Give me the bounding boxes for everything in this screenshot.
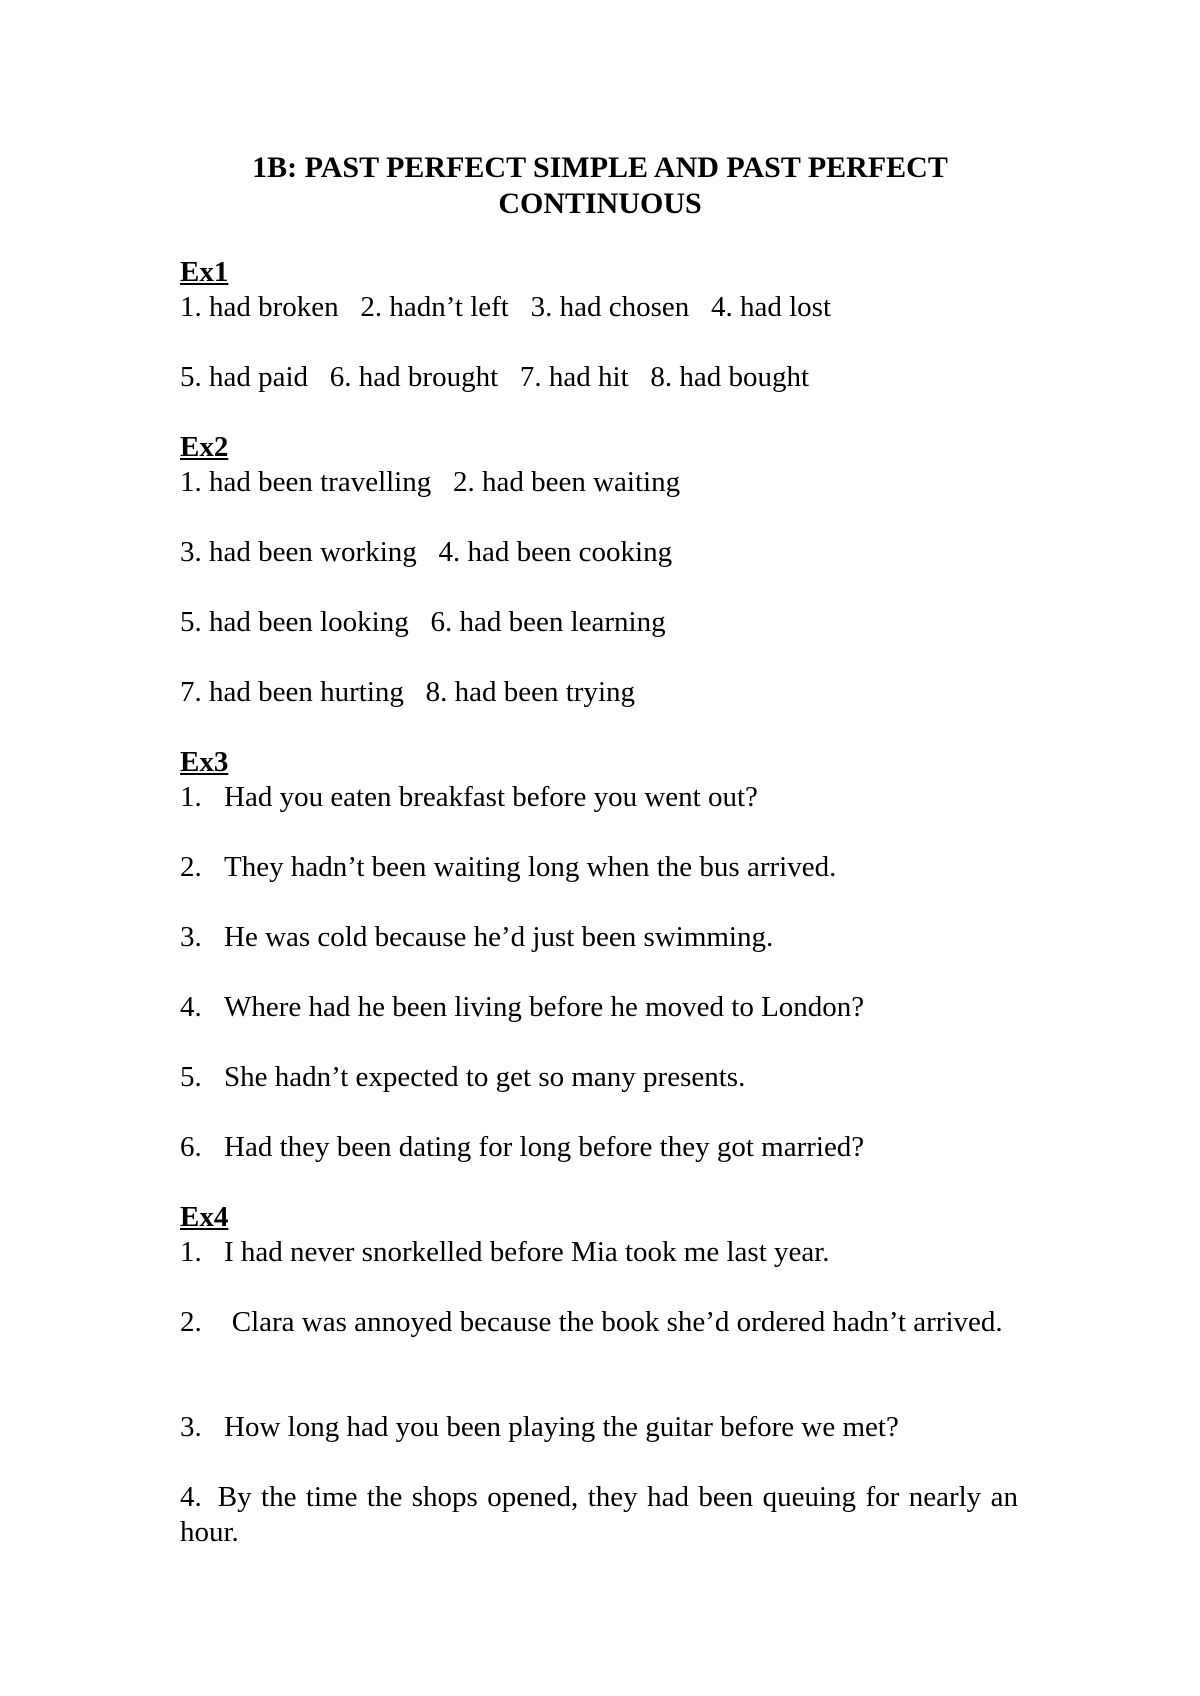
ex2-answers-line-3: 5. had been looking 6. had been learning: [180, 606, 666, 638]
ex2-answers-line-4: 7. had been hurting 8. had been trying: [180, 676, 636, 708]
page-title-line-1: 1B: PAST PERFECT SIMPLE AND PAST PERFECT: [252, 151, 948, 184]
ex1-heading: Ex1: [180, 256, 229, 288]
ex1-answers-line-2: 5. had paid 6. had brought 7. had hit 8. had bought: [180, 361, 810, 393]
ex3-item-sentence: Had they been dating for long before they got married?: [224, 1131, 865, 1163]
ex4-item-sentence: By the time the shops opened, they had been queuing for nearly an hour.: [180, 1481, 1018, 1548]
ex3-item-sentence: Had you eaten breakfast before you went out?: [224, 781, 758, 813]
ex2-heading: Ex2: [180, 431, 229, 463]
ex3-item-number: 2.: [180, 851, 202, 883]
ex1-answers-line-1: 1. had broken 2. hadn’t left 3. had chosen 4. had lost: [180, 291, 832, 323]
ex4-heading: Ex4: [180, 1201, 229, 1233]
ex4-item-paragraph: [180, 1305, 1018, 1340]
ex3-item-sentence: They hadn’t been waiting long when the bus arrived.: [224, 851, 837, 883]
ex2-answers-line-2: 3. had been working 4. had been cooking: [180, 536, 673, 568]
ex4-item-number: 1.: [180, 1236, 202, 1268]
ex4-item-number: 4.: [180, 1481, 202, 1513]
ex3-item-number: 3.: [180, 921, 202, 953]
ex3-item-sentence: Where had he been living before he moved to London?: [224, 991, 865, 1023]
ex4-item-number: 2.: [180, 1306, 202, 1338]
ex4-item-number: 3.: [180, 1411, 202, 1443]
ex3-item-number: 1.: [180, 781, 202, 813]
ex3-heading: Ex3: [180, 746, 229, 778]
ex4-item-sentence: Clara was annoyed because the book she’d ordered hadn’t arrived.: [231, 1306, 1003, 1338]
ex3-item-number: 4.: [180, 991, 202, 1023]
ex4-item-paragraph: [180, 1480, 1018, 1550]
ex3-item-sentence: He was cold because he’d just been swimming.: [224, 921, 774, 953]
page-title-line-2: CONTINUOUS: [498, 187, 702, 220]
ex3-item-number: 6.: [180, 1131, 202, 1163]
ex3-item-sentence: She hadn’t expected to get so many presents.: [224, 1061, 746, 1093]
ex3-item-number: 5.: [180, 1061, 202, 1093]
ex2-answers-line-1: 1. had been travelling 2. had been waiting: [180, 466, 681, 498]
ex4-item-sentence: How long had you been playing the guitar before we met?: [224, 1411, 899, 1443]
ex4-item-sentence: I had never snorkelled before Mia took me last year.: [224, 1236, 830, 1268]
